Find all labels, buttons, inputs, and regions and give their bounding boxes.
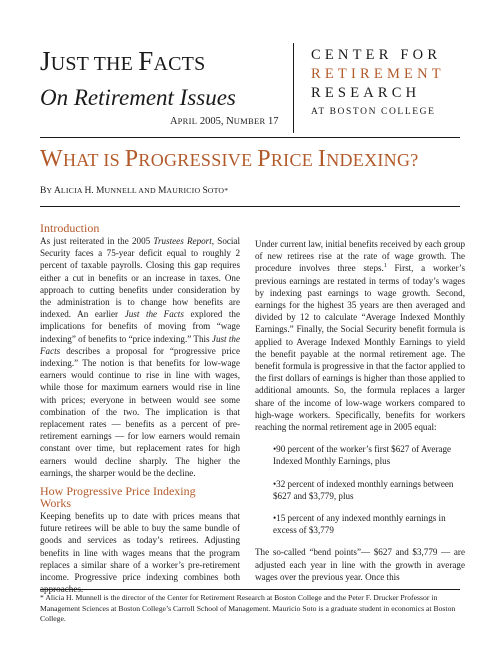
header-rule [40, 137, 460, 138]
issue-number: 17 [265, 116, 279, 127]
byline-initial: B [40, 186, 47, 196]
byline [40, 186, 460, 196]
text-run: describes a proposal for “progressive price indexing.” The notion is that benefits for low-wage earners would continue to rise in line with wages, while those for maximum earners would rise in line with prices; everyone in between would see some combination of the two. The implication is that replacement rates — benefits as a percent of pre-retirement earnings — for low earners would remain constant over time, but replacement rates for high earners would decline sharply. The higher the earnings, the sharper would be the decline. [40, 345, 240, 478]
byline-initial: A [54, 186, 61, 196]
series-title-part: ACTS [153, 53, 206, 75]
how-it-works-text: Keeping benefits up to date with prices means that future retirees will be able to buy the same bundle of goods and services as today’s retirees. Adjusting benefits in line with wages means that the program replaces a similar share of a worker’s pre-retirement income. Progressive price indexing combines both [40, 511, 240, 583]
logo-line-college: AT BOSTON COLLEGE [311, 107, 436, 117]
byline-initial: S [202, 186, 208, 196]
logo-line-research: RESEARCH [311, 85, 421, 101]
issue-number-rest: UMBER [233, 116, 266, 126]
left-column [40, 222, 240, 595]
footnote-rule [40, 589, 460, 590]
logo-line-retirement: RETIREMENT [311, 66, 445, 82]
title-part: NDEXING? [326, 150, 419, 170]
byline-part: LICIA [60, 186, 85, 195]
heading-line: How Progressive Price Indexing [40, 484, 196, 499]
byline-part: Y [46, 186, 55, 195]
series-title-initial: F [138, 46, 154, 76]
byline-part: OTO* [207, 186, 229, 195]
logo-line-center: CENTER FOR [311, 47, 442, 63]
byline-initial: M [157, 186, 167, 196]
series-subtitle: On Retirement Issues [40, 85, 236, 110]
text-run: First, a worker’s previous earnings are restated in terms of today’s wages by indexing past earnings to wage growth. Second, earnings for the highest 35 years are then averaged and divided by 12 to calculate “Average Indexed Monthly Earnings.” Finally, the Social Security benefit formula is applied to Average Indexed Monthly Earnings to yield the benefit payable at the normal retirement age. The benefit formula is progressive in that the factor applied to the first dollars of earnings is higher than those applied to additional amounts. So, the formula replaces a larger share of the income of low-wage workers compared to high-wage workers. Specifically, benefits for workers reaching the normal retirement age in 2005 equal: [255, 263, 465, 433]
benefit-bullet: •32 percent of indexed monthly earnings between $627 and $3,779, plus [273, 478, 454, 501]
text-run: As just reiterated in the 2005 [40, 236, 154, 246]
byline-initial: H. M [84, 186, 105, 196]
text-run: Under current law, initial benefits received by each group of new retirees rise at the rate of wage growth. The procedure involves three steps. [255, 239, 465, 274]
title-part: RICE [270, 150, 318, 170]
title-rule [40, 206, 460, 207]
text-run: explored the implications for benefits of moving from “wage indexing” of benefits to “price indexing.” This [40, 309, 240, 344]
center-logo [311, 46, 486, 117]
title-initial: P [124, 146, 139, 172]
issue-year: 2005, [197, 116, 227, 127]
byline-part: UNNELL AND [104, 186, 158, 195]
text-run: , Social Security faces a 75-year deficit equal to roughly 2 percent of taxable payrolls. Closing this gap requires either a cut in benefits or an increase in taxes. One approach to cutting benefits under consideration by the administration is to change how benefits are indexed. An earlier [40, 236, 240, 320]
introduction-text [40, 235, 240, 479]
title-initial: W [40, 146, 63, 172]
current-law-text [255, 238, 465, 433]
emphasis-run: Trustees Report [153, 236, 212, 246]
heading-line: Works [40, 496, 72, 511]
how-it-works-heading [40, 485, 240, 509]
series-title-part: UST THE [50, 53, 139, 75]
page-title [40, 146, 470, 173]
bend-points-text: The so-called “bend points”— $627 and $3,779 — are adjusted each year in line with the growth in average wages over the previous year. Once this [255, 547, 465, 582]
footnote-ref: 1 [383, 263, 387, 270]
issue-month-rest: PRIL [177, 116, 198, 126]
issue-date-number [170, 116, 290, 127]
series-title [40, 46, 280, 79]
issue-number-initial: N [226, 116, 234, 127]
right-column [255, 238, 465, 583]
emphasis-run: Just the Facts [40, 333, 240, 356]
issue-month-initial: A [170, 116, 178, 127]
title-initial: I [317, 146, 327, 172]
title-part: ROGRESSIVE [138, 150, 258, 170]
title-part: HAT IS [62, 150, 125, 170]
title-initial: P [257, 146, 271, 172]
byline-part: AURICIO [166, 186, 203, 195]
series-title-initial: J [40, 46, 51, 76]
benefit-bullet: •90 percent of the worker’s first $627 of Average Indexed Monthly Earnings, plus [273, 444, 452, 467]
author-footnote: * Alicia H. Munnell is the director of the Center for Retirement Research at Boston College and the Peter F. Drucker Professor in Management Sciences at Boston College’s Carroll School of Management. Mauricio Soto is a graduate student in economics at Boston College. [40, 593, 456, 624]
masthead-divider [293, 43, 294, 133]
benefit-bullet: •15 percent of any indexed monthly earnings in excess of $3,779 [273, 513, 446, 536]
emphasis-run: Just the Facts [124, 309, 184, 320]
introduction-heading: Introduction [40, 221, 100, 235]
